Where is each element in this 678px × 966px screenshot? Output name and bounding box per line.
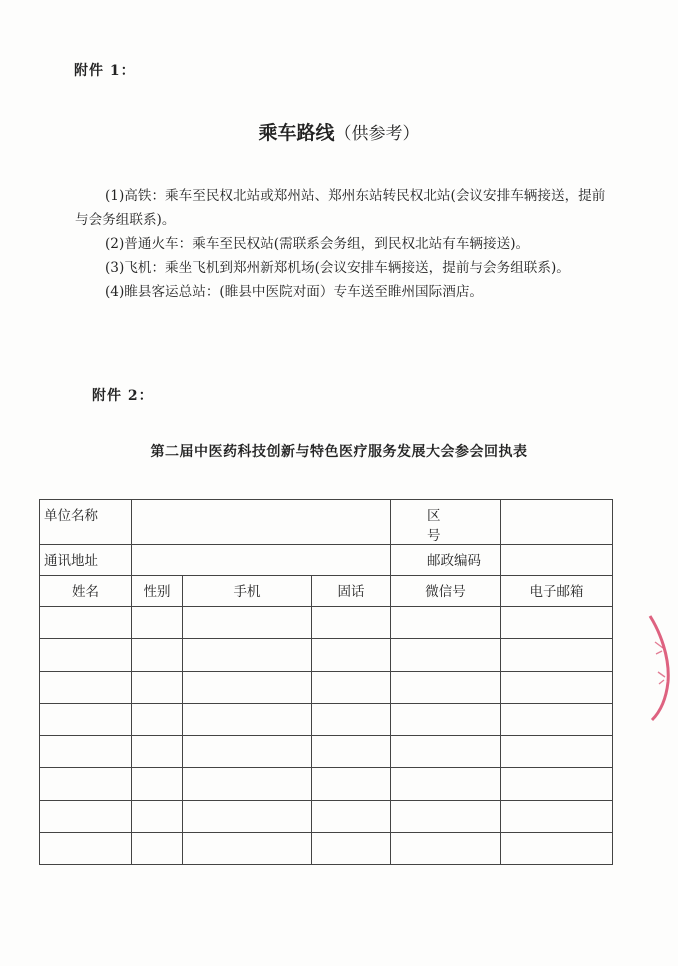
route-mode: 睢县客运总站 bbox=[124, 284, 206, 300]
zone-code-label: 区号 bbox=[391, 500, 501, 545]
cell[interactable] bbox=[40, 800, 132, 832]
table-row bbox=[40, 768, 613, 800]
cell[interactable] bbox=[132, 703, 183, 735]
cell[interactable] bbox=[183, 639, 312, 671]
route-title-note: （供参考） bbox=[334, 124, 420, 144]
cell[interactable] bbox=[132, 671, 183, 703]
address-label: 通讯地址 bbox=[40, 545, 132, 576]
cell[interactable] bbox=[391, 800, 501, 832]
route-text: ：乘坐飞机到郑州新郑机场(会议安排车辆接送，提前与会务组联系)。 bbox=[151, 260, 570, 276]
attachment-2-label: 附件 2： bbox=[92, 388, 154, 404]
route-text: ：(睢县中医院对面）专车送至睢州国际酒店。 bbox=[205, 284, 484, 300]
route-num: (3) bbox=[105, 260, 125, 276]
cell[interactable] bbox=[391, 607, 501, 639]
cell[interactable] bbox=[391, 768, 501, 800]
cell[interactable] bbox=[132, 607, 183, 639]
registration-form-table bbox=[39, 499, 613, 865]
form-title: 第二届中医药科技创新与特色医疗服务发展大会参会回执表 bbox=[150, 444, 528, 460]
cell[interactable] bbox=[312, 639, 391, 671]
cell[interactable] bbox=[132, 639, 183, 671]
cell[interactable] bbox=[312, 703, 391, 735]
route-mode: 高铁 bbox=[124, 188, 152, 204]
cell[interactable] bbox=[312, 671, 391, 703]
route-text: ：乘车至民权北站或郑州站、郑州东站转民权北站(会议安排车辆接送，提前与会务组联系)。 bbox=[75, 188, 606, 228]
cell[interactable] bbox=[132, 800, 183, 832]
column-header-row bbox=[40, 576, 613, 607]
cell[interactable] bbox=[132, 736, 183, 768]
cell[interactable] bbox=[40, 768, 132, 800]
cell[interactable] bbox=[312, 833, 391, 865]
cell[interactable] bbox=[183, 607, 312, 639]
cell[interactable] bbox=[40, 639, 132, 671]
cell[interactable] bbox=[183, 833, 312, 865]
cell[interactable] bbox=[40, 671, 132, 703]
cell[interactable] bbox=[501, 703, 613, 735]
route-title-main: 乘车路线 bbox=[258, 122, 335, 144]
unit-name-label: 单位名称 bbox=[40, 500, 132, 545]
cell[interactable] bbox=[183, 800, 312, 832]
unit-name-field[interactable] bbox=[132, 500, 391, 545]
cell[interactable] bbox=[501, 800, 613, 832]
cell[interactable] bbox=[501, 736, 613, 768]
table-row bbox=[40, 800, 613, 832]
cell[interactable] bbox=[40, 703, 132, 735]
column-header-mobile: 手机 bbox=[183, 576, 312, 607]
table-row bbox=[40, 736, 613, 768]
cell[interactable] bbox=[312, 607, 391, 639]
form-row-unit bbox=[40, 500, 613, 545]
cell[interactable] bbox=[183, 736, 312, 768]
cell[interactable] bbox=[391, 736, 501, 768]
postal-code-label: 邮政编码 bbox=[391, 545, 501, 576]
route-mode: 飞机 bbox=[124, 260, 152, 276]
cell[interactable] bbox=[183, 768, 312, 800]
postal-code-field[interactable] bbox=[501, 545, 613, 576]
cell[interactable] bbox=[501, 768, 613, 800]
column-header-email: 电子邮箱 bbox=[501, 576, 613, 607]
cell[interactable] bbox=[391, 671, 501, 703]
cell[interactable] bbox=[183, 703, 312, 735]
cell[interactable] bbox=[501, 671, 613, 703]
cell[interactable] bbox=[132, 768, 183, 800]
cell[interactable] bbox=[391, 833, 501, 865]
route-item bbox=[75, 280, 615, 304]
attachment-1-label: 附件 1： bbox=[74, 63, 136, 79]
route-num: (4) bbox=[105, 284, 125, 300]
cell[interactable] bbox=[391, 703, 501, 735]
route-text: ：乘车至民权站(需联系会务组，到民权北站有车辆接送)。 bbox=[178, 236, 530, 252]
route-title bbox=[0, 118, 678, 145]
cell[interactable] bbox=[40, 607, 132, 639]
table-row bbox=[40, 703, 613, 735]
zone-code-field[interactable] bbox=[501, 500, 613, 545]
route-item bbox=[75, 184, 615, 232]
route-mode: 普通火车 bbox=[124, 236, 179, 252]
route-num: (2) bbox=[105, 236, 125, 252]
route-list bbox=[75, 184, 615, 304]
address-field[interactable] bbox=[132, 545, 391, 576]
table-row bbox=[40, 639, 613, 671]
route-item bbox=[75, 232, 615, 256]
cell[interactable] bbox=[312, 800, 391, 832]
cell[interactable] bbox=[312, 736, 391, 768]
column-header-gender: 性别 bbox=[132, 576, 183, 607]
cell[interactable] bbox=[501, 833, 613, 865]
cell[interactable] bbox=[391, 639, 501, 671]
form-row-address bbox=[40, 545, 613, 576]
cell[interactable] bbox=[40, 833, 132, 865]
route-num: (1) bbox=[105, 188, 125, 204]
cell[interactable] bbox=[501, 639, 613, 671]
table-row bbox=[40, 833, 613, 865]
column-header-name: 姓名 bbox=[40, 576, 132, 607]
cell[interactable] bbox=[501, 607, 613, 639]
cell[interactable] bbox=[312, 768, 391, 800]
cell[interactable] bbox=[132, 833, 183, 865]
red-seal-fragment bbox=[646, 612, 674, 722]
table-row bbox=[40, 607, 613, 639]
column-header-wechat: 微信号 bbox=[391, 576, 501, 607]
column-header-landline: 固话 bbox=[312, 576, 391, 607]
table-row bbox=[40, 671, 613, 703]
cell[interactable] bbox=[183, 671, 312, 703]
cell[interactable] bbox=[40, 736, 132, 768]
route-item bbox=[75, 256, 615, 280]
